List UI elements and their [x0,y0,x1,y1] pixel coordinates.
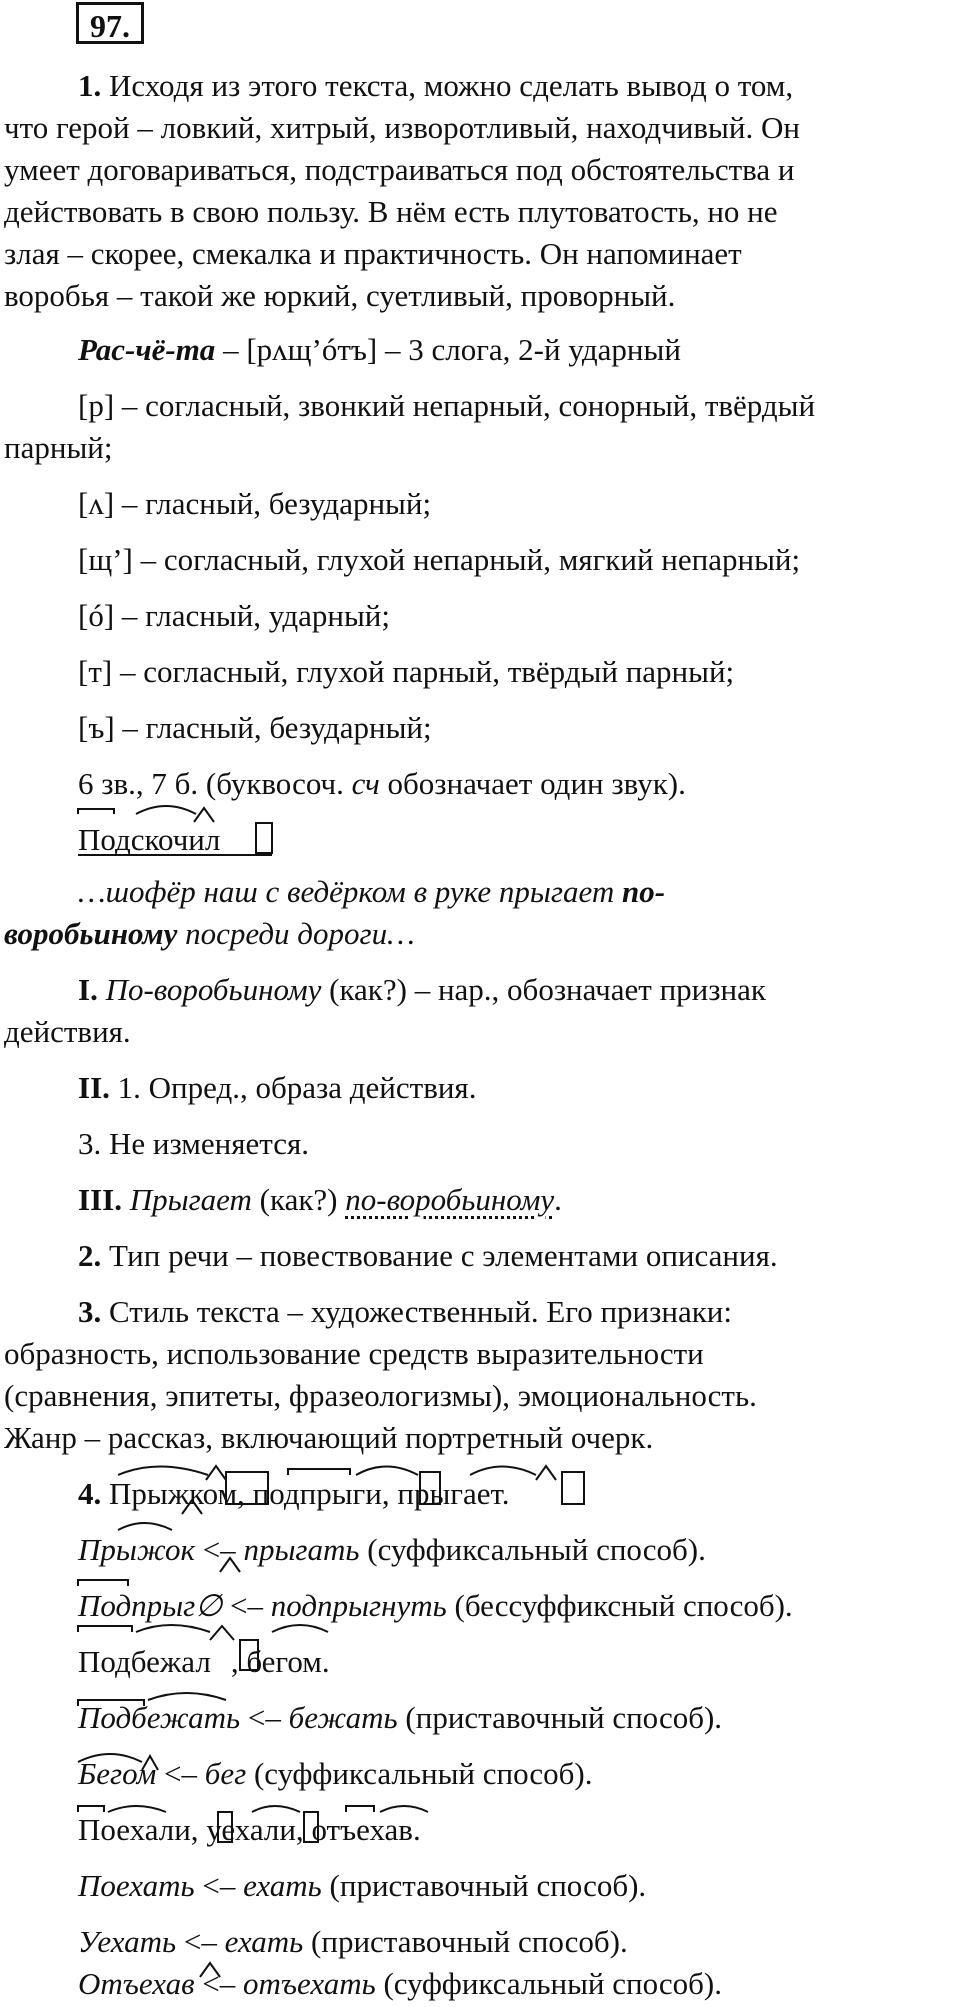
para3-line1: 3. Стиль текста – художественный. Его признаки: [78,1294,732,1329]
para4-words: 4. Прыжком, подпрыги, прыгает. [78,1476,510,1511]
para1-line6: воробья – такой же юркий, суетливый, проворный. [4,278,676,313]
sound-hard-sign: [ъ] – гласный, безударный; [78,710,432,745]
phonetic-word: Рас-чё-та [78,332,216,367]
sound-o: [ó] – гласный, ударный; [78,598,390,633]
derivation-uekhat: Уехать <– ехать (приставочный способ). [78,1924,628,1959]
para1-line2: что герой – ловкий, хитрый, изворотливый, находчивый. Он [4,110,800,145]
quote-line1: …шофёр наш с ведёрком в руке прыгает по- [78,874,666,909]
para1-line4: действовать в свою пользу. В нём есть плутоватость, но не [4,194,778,229]
morpheme-word-podskochil: Подскочил [78,822,221,857]
para3-line2: образность, использование средств выразительности [4,1336,704,1371]
phonetic-transcription: – [рʌщ’óтъ] – 3 слога, 2-й ударный [223,332,681,367]
derivation-begom: Бегом <– бег (суффиксальный способ). [78,1756,593,1791]
sound-shch: [щ’] – согласный, глухой непарный, мягкий непарный; [78,542,801,577]
derivation-pryzhok: Прыжок <– прыгать (суффиксальный способ). [78,1532,706,1567]
para2: 2. Тип речи – повествование с элементами описания. [78,1238,778,1273]
sound-r-cont: парный; [4,430,113,465]
sound-t: [т] – согласный, глухой парный, твёрдый парный; [78,654,735,689]
sound-r: [р] – согласный, звонкий непарный, сонорный, твёрдый [78,388,816,423]
morph-step-3: III. Прыгает (как?) по-воробьиному. [78,1182,562,1217]
para3-line3: (сравнения, эпитеты, фразеологизмы), эмоциональность. [4,1378,757,1413]
sound-count: 6 зв., 7 б. (буквосоч. сч обозначает один звук). [78,766,686,801]
quote-line2: воробьиному посреди дороги… [4,916,415,951]
derivation-poekhat: Поехать <– ехать (приставочный способ). [78,1868,647,1903]
exercise-number: 97. [76,2,144,44]
morph-step-2: II. 1. Опред., образа действия. [78,1070,477,1105]
sound-a: [ʌ] – гласный, безударный; [78,486,432,521]
para1-text: Исходя из этого текста, можно сделать вывод о том, [109,68,794,103]
words-poekhali: Поехали, уехали, отъехав. [78,1812,421,1847]
morph-step-1: I. По-воробьиному (как?) – нар., обозначает признак [78,972,766,1007]
para3-line4: Жанр – рассказ, включающий портретный очерк. [4,1420,654,1455]
derivation-otekhav: Отъехав <– отъехать (суффиксальный способ). [78,1966,722,2001]
derivation-podbezhat: Подбежать <– бежать (приставочный способ). [78,1700,723,1735]
morph-step-1-cont: действия. [4,1014,131,1049]
para1-line5: злая – скорее, смекалка и практичность. Он напоминает [4,236,742,271]
derivation-podpryg: Подпрыг∅ <– подпрыгнуть (бессуффиксный способ). [78,1588,793,1623]
para1-line3: умеет договариваться, подстраиваться под обстоятельства и [4,152,795,187]
morph-step-2-3: 3. Не изменяется. [78,1126,309,1161]
words-podbezhal-begom: Подбежал , бегом. [78,1644,330,1679]
para1-number: 1. [78,68,102,103]
